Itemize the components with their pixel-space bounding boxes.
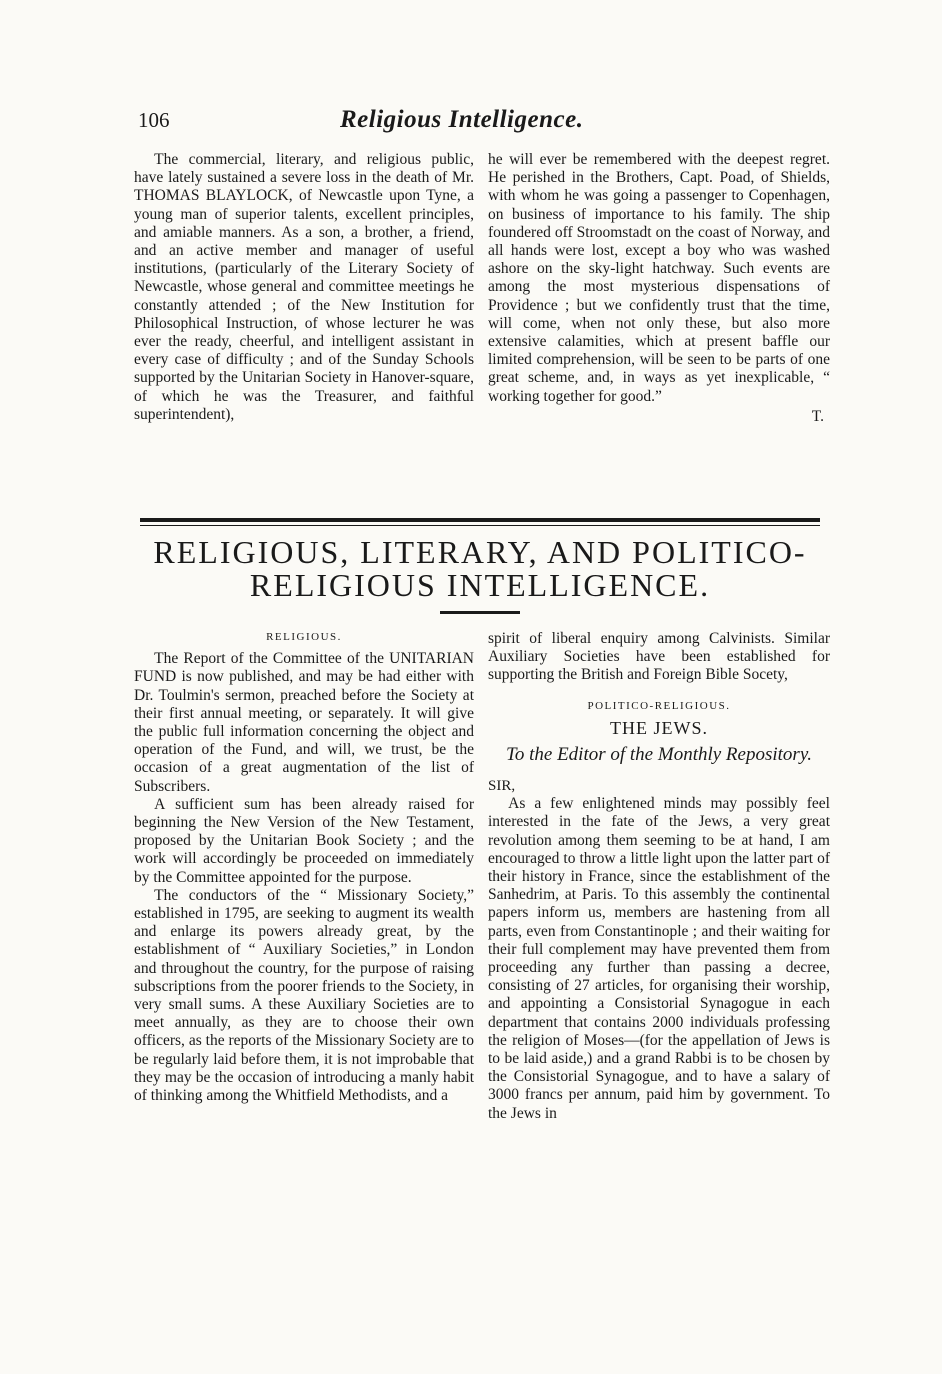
letter-body: As a few enlightened minds may possibly feel interested in the fate of the Jews, a very great revolution among them seeming to be at hand, I am encouraged to throw a little light upon the latter part of their history in France, since the establishment of the Sanhedrim, at Paris. To this assembly the continental papers inform us, members are hastening from all parts, even from Constantinople ; and their waiting for their full complement may have prevented them from proceeding any further than passing a decree, consisting of 27 articles, for organising their worship, and appointing a Consistorial Synagogue in each department that contains 2000 individuals professing the religion of Moses—(for the appellation of Jews is to be laid aside,) and a grand Rabbi is to be chosen by the Consistorial Synagogue, and to have a salary of 3000 francs per annum, paid him by government. To the Jews in — [488, 795, 830, 1122]
religious-continuation: spirit of liberal enquiry among Calvinists. Similar Auxiliary Societies have been established for supporting the British and Foreign Bible Socety, — [488, 630, 830, 684]
obituary-paragraph-left: The commercial, literary, and religious public, have lately sustained a severe loss in the death of Mr. THOMAS BLAYLOCK, of Newcastle upon Tyne, a young man of superior talents, excellent principles, and amiable manners. As a son, a brother, a friend, and an active member and manager of useful institutions, (particularly of the Literary Society of Newcastle, whose general and committee meetings he constantly attended ; of the New Institution for Philosophical Instruction, of whose lecturer he was ever the ready, cheerful, and intelligent assistant in every case of difficulty ; and of the Sunday Schools supported by the Unitarian Society in Hanover-square, of which he was the Treasurer, and faithful superintendent), — [134, 151, 474, 423]
section-title-line-2: RELIGIOUS INTELLIGENCE. — [249, 567, 711, 603]
religious-paragraph-3: The conductors of the “ Missionary Society,” established in 1795, are seeking to augment its wealth and enlarge its powers already great, by the establishment of “ Auxiliary Societies,” in London and throughout the country, for the purpose of raising subscriptions from the poorer friends to the Society, in very small sums. A these Auxiliary Societies are to meet annually, as they are to choose their own officers, as the reports of the Missionary Society are to be regularly laid before them, it is not improbable that they may be the occasion of introducing a manly habit of thinking among the Whitfield Methodists, and a — [134, 886, 474, 1105]
title-underline — [440, 611, 520, 614]
politico-religious-heading: POLITICO-RELIGIOUS. — [587, 699, 731, 712]
religious-paragraph-1: The Report of the Committee of the UNITARIAN FUND is now published, and may be had either with Dr. Toulmin's sermon, preached before the Society at their first annual meeting, or separately. It will give the public full information concerning the object and operation of the Fund, and will, we trust, be the occasion of a great augmentation of the list of Subscribers. — [134, 650, 474, 795]
obituary-right-column — [488, 151, 830, 426]
section-divider-thin — [140, 525, 820, 526]
letter-salutation: SIR, — [488, 778, 516, 795]
running-title: Religious Intelligence. — [340, 106, 584, 133]
religious-paragraph-2: A sufficient sum has been already raised for beginning the New Version of the New Testament, proposed by the Unitarian Book Society ; and the work will accordingly be proceeded on immediately by the Committee appointed for the purpose. — [134, 795, 474, 886]
obituary-left-column — [134, 151, 474, 424]
editor-heading: To the Editor of the Monthly Repository. — [506, 744, 812, 766]
jews-heading: THE JEWS. — [610, 717, 708, 738]
section-title-line-1: RELIGIOUS, LITERARY, AND POLITICO- — [153, 534, 807, 570]
obituary-paragraph-right: he will ever be remembered with the deepest regret. He perished in the Brothers, Capt. Poad, of Shields, with whom he was going a passenger to Copenhagen, on business of importance to his family. The ship foundered off Stroomstadt on the coast of Norway, and all hands were lost, except a boy who was washed ashore on the sky-light hatchway. Such events are among the most mysterious dispensations of Providence ; but we confidently trust that the time, will come, when not only these, but also more extensive calamities, which at present baffle our limited comprehension, will be seen to be parts of one great scheme, and, in ways as yet inexplicable, “ working together for good.” — [488, 151, 830, 405]
section-divider-thick — [140, 518, 820, 522]
obituary-signature: T. — [811, 407, 824, 425]
politico-religious-column — [488, 630, 830, 1123]
religious-heading: RELIGIOUS. — [266, 631, 342, 643]
religious-column — [134, 628, 474, 1105]
page-number: 106 — [138, 108, 170, 132]
section-title — [120, 536, 840, 602]
